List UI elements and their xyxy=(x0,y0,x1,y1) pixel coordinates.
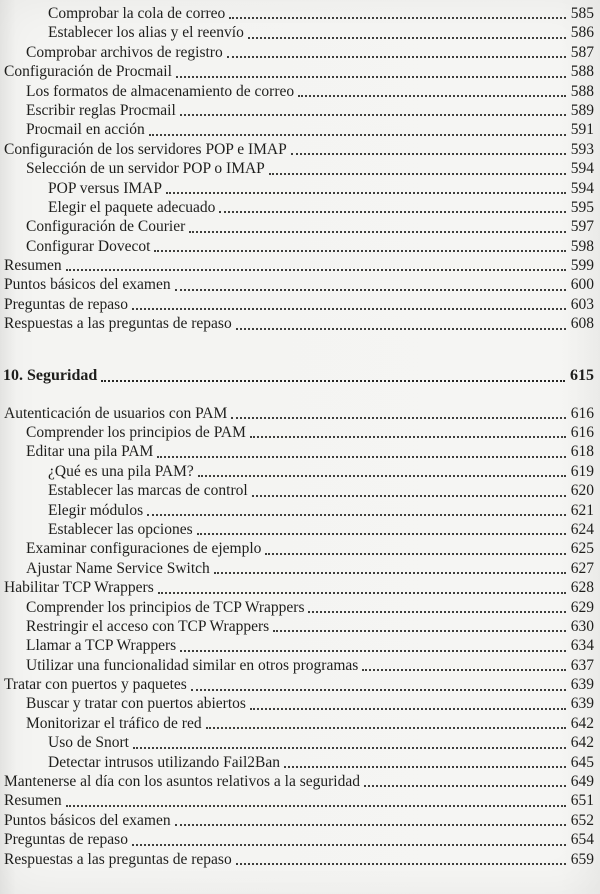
dotted-leader xyxy=(198,474,566,477)
toc-entry-title: POP versus IMAP xyxy=(48,179,162,197)
dotted-leader xyxy=(101,379,565,382)
toc-entry-title: Respuestas a las preguntas de repaso xyxy=(4,315,232,333)
dotted-leader xyxy=(157,455,565,458)
toc-entry xyxy=(3,636,594,655)
dotted-leader xyxy=(66,268,566,271)
dotted-leader xyxy=(206,726,566,729)
dotted-leader xyxy=(214,571,566,574)
toc-entry-title: Utilizar una funcionalidad similar en otros programas xyxy=(26,656,359,674)
toc-entry-title: Procmail en acción xyxy=(26,121,145,139)
toc-entry-page-number: 624 xyxy=(570,520,594,538)
toc-entry xyxy=(3,733,594,752)
toc-entry xyxy=(3,791,594,810)
toc-entry-page-number: 649 xyxy=(570,773,594,791)
toc-entry-title: Preguntas de repaso xyxy=(4,831,128,849)
dotted-leader xyxy=(175,288,566,291)
toc-entry-page-number: 591 xyxy=(570,121,594,139)
dotted-leader xyxy=(284,765,566,768)
toc-entry-title: Resumen xyxy=(4,792,62,810)
toc-entry-title: Puntos básicos del examen xyxy=(4,811,171,829)
toc-entry-page-number: 629 xyxy=(570,598,594,616)
chapter-heading-page-number: 615 xyxy=(570,366,594,384)
toc-entry xyxy=(3,4,594,23)
toc-entry-title: Establecer las marcas de control xyxy=(48,482,248,500)
toc-entry-page-number: 585 xyxy=(570,4,594,22)
toc-entry xyxy=(3,656,594,675)
toc-entry-title: Uso de Snort xyxy=(48,734,129,752)
toc-entry-page-number: 642 xyxy=(570,734,594,752)
chapter-heading-title: 10. Seguridad xyxy=(3,366,98,384)
toc-list xyxy=(3,4,594,869)
toc-entry xyxy=(3,578,594,597)
toc-entry-title: Los formatos de almacenamiento de correo xyxy=(26,82,295,100)
dotted-leader xyxy=(269,172,566,175)
dotted-leader xyxy=(132,307,566,310)
toc-entry xyxy=(3,275,594,294)
toc-entry-page-number: 588 xyxy=(570,82,594,100)
dotted-leader xyxy=(291,152,566,155)
dotted-leader xyxy=(308,610,565,613)
toc-entry-title: Configuración de Procmail xyxy=(4,63,172,81)
toc-entry xyxy=(3,23,594,42)
toc-entry xyxy=(3,404,594,423)
dotted-leader xyxy=(154,249,565,252)
chapter-heading xyxy=(3,366,594,386)
toc-entry-title: Resumen xyxy=(4,257,62,275)
toc-entry xyxy=(3,256,594,275)
toc-entry xyxy=(3,140,594,159)
dotted-leader xyxy=(362,668,565,671)
dotted-leader xyxy=(236,327,566,330)
toc-entry xyxy=(3,43,594,62)
toc-entry xyxy=(3,217,594,236)
toc-entry-page-number: 589 xyxy=(570,101,594,119)
dotted-leader xyxy=(273,629,566,632)
toc-entry-page-number: 627 xyxy=(570,559,594,577)
toc-entry-page-number: 616 xyxy=(570,424,594,442)
toc-entry-page-number: 594 xyxy=(570,179,594,197)
toc-entry-title: Comprobar archivos de registro xyxy=(26,43,223,61)
toc-entry-page-number: 598 xyxy=(570,237,594,255)
toc-entry-title: Selección de un servidor POP o IMAP xyxy=(26,160,265,178)
toc-entry xyxy=(3,539,594,558)
dotted-leader xyxy=(197,532,566,535)
dotted-leader xyxy=(250,707,566,710)
toc-entry-page-number: 620 xyxy=(570,482,594,500)
toc-entry-page-number: 594 xyxy=(570,160,594,178)
toc-entry-page-number: 616 xyxy=(570,404,594,422)
toc-entry-title: Detectar intrusos utilizando Fail2Ban xyxy=(48,753,281,771)
dotted-leader xyxy=(364,784,566,787)
dotted-leader xyxy=(236,862,566,865)
dotted-leader xyxy=(166,191,566,194)
toc-entry xyxy=(3,237,594,256)
toc-entry xyxy=(3,617,594,636)
toc-entry xyxy=(3,442,594,461)
toc-entry xyxy=(3,198,594,217)
toc-entry xyxy=(3,423,594,442)
dotted-leader xyxy=(180,649,566,652)
toc-entry-page-number: 593 xyxy=(570,140,594,158)
toc-entry xyxy=(3,598,594,617)
toc-entry xyxy=(3,772,594,791)
toc-entry-title: Comprender los principios de PAM xyxy=(26,424,246,442)
toc-entry-title: Configuración de los servidores POP e IMAP xyxy=(4,140,287,158)
dotted-leader xyxy=(149,133,566,136)
dotted-leader xyxy=(158,591,566,594)
toc-entry-page-number: 654 xyxy=(570,831,594,849)
dotted-leader xyxy=(229,16,565,19)
toc-entry xyxy=(3,462,594,481)
toc-entry-page-number: 618 xyxy=(570,443,594,461)
toc-entry-title: Restringir el acceso con TCP Wrappers xyxy=(26,617,270,635)
toc-entry-title: Editar una pila PAM xyxy=(26,443,154,461)
toc-entry-page-number: 639 xyxy=(570,695,594,713)
toc-entry xyxy=(3,101,594,120)
toc-entry xyxy=(3,501,594,520)
toc-entry-title: Configurar Dovecot xyxy=(26,237,151,255)
dotted-leader xyxy=(231,416,565,419)
toc-entry xyxy=(3,714,594,733)
toc-entry-title: Llamar a TCP Wrappers xyxy=(26,637,177,655)
toc-entry-page-number: 645 xyxy=(570,753,594,771)
dotted-leader xyxy=(132,843,566,846)
toc-entry xyxy=(3,295,594,314)
toc-entry-title: Ajustar Name Service Switch xyxy=(26,559,210,577)
toc-entry-page-number: 621 xyxy=(570,501,594,519)
dotted-leader xyxy=(298,94,566,97)
toc-entry-title: Respuestas a las preguntas de repaso xyxy=(4,850,232,868)
dotted-leader xyxy=(66,804,566,807)
dotted-leader xyxy=(191,688,566,691)
dotted-leader xyxy=(175,823,566,826)
dotted-leader xyxy=(250,435,566,438)
toc-entry-page-number: 619 xyxy=(570,462,594,480)
toc-entry-title: Monitorizar el tráfico de red xyxy=(26,714,202,732)
toc-entry-page-number: 595 xyxy=(570,198,594,216)
toc-entry xyxy=(3,675,594,694)
dotted-leader xyxy=(147,513,566,516)
toc-entry-page-number: 651 xyxy=(570,792,594,810)
toc-entry-page-number: 630 xyxy=(570,617,594,635)
dotted-leader xyxy=(252,494,566,497)
toc-entry-page-number: 588 xyxy=(570,63,594,81)
toc-entry-page-number: 659 xyxy=(570,850,594,868)
toc-entry-title: Mantenerse al día con los asuntos relativos a la seguridad xyxy=(4,773,360,791)
dotted-leader xyxy=(265,552,565,555)
toc-entry xyxy=(3,481,594,500)
toc-entry-page-number: 603 xyxy=(570,295,594,313)
toc-entry xyxy=(3,159,594,178)
toc-entry-page-number: 587 xyxy=(570,43,594,61)
dotted-leader xyxy=(176,75,566,78)
toc-entry-title: ¿Qué es una pila PAM? xyxy=(48,462,194,480)
toc-entry-page-number: 600 xyxy=(570,276,594,294)
toc-entry-page-number: 639 xyxy=(570,676,594,694)
dotted-leader xyxy=(180,113,566,116)
toc-entry-title: Autenticación de usuarios con PAM xyxy=(4,404,228,422)
dotted-leader xyxy=(248,36,566,39)
toc-entry xyxy=(3,520,594,539)
toc-entry-title: Escribir reglas Procmail xyxy=(26,101,176,119)
toc-entry-page-number: 597 xyxy=(570,218,594,236)
toc-entry-page-number: 642 xyxy=(570,714,594,732)
dotted-leader xyxy=(189,230,565,233)
toc-entry-page-number: 652 xyxy=(570,811,594,829)
toc-entry-title: Comprender los principios de TCP Wrappers xyxy=(26,598,305,616)
toc-entry xyxy=(3,753,594,772)
toc-entry-title: Puntos básicos del examen xyxy=(4,276,171,294)
toc-entry-page-number: 637 xyxy=(570,656,594,674)
toc-entry-title: Examinar configuraciones de ejemplo xyxy=(26,540,262,558)
toc-entry xyxy=(3,314,594,333)
toc-entry xyxy=(3,695,594,714)
toc-entry-title: Elegir el paquete adecuado xyxy=(48,198,216,216)
toc-entry xyxy=(3,120,594,139)
toc-entry-title: Buscar y tratar con puertos abiertos xyxy=(26,695,246,713)
toc-entry-page-number: 608 xyxy=(570,315,594,333)
dotted-leader xyxy=(219,210,565,213)
toc-entry xyxy=(3,62,594,81)
toc-entry-title: Establecer las opciones xyxy=(48,520,193,538)
toc-entry xyxy=(3,179,594,198)
dotted-leader xyxy=(227,55,566,58)
toc-entry-page-number: 628 xyxy=(570,579,594,597)
toc-entry-title: Elegir módulos xyxy=(48,501,144,519)
toc-entry-page-number: 625 xyxy=(570,540,594,558)
toc-entry-page-number: 586 xyxy=(570,24,594,42)
toc-entry-title: Tratar con puertos y paquetes xyxy=(4,676,187,694)
toc-entry xyxy=(3,830,594,849)
toc-entry-title: Establecer los alias y el reenvío xyxy=(48,24,244,42)
toc-entry-title: Habilitar TCP Wrappers xyxy=(4,579,154,597)
toc-entry-page-number: 599 xyxy=(570,257,594,275)
toc-entry xyxy=(3,82,594,101)
toc-entry xyxy=(3,811,594,830)
toc-entry xyxy=(3,850,594,869)
toc-entry-page-number: 634 xyxy=(570,637,594,655)
dotted-leader xyxy=(133,746,566,749)
toc-entry-title: Preguntas de repaso xyxy=(4,295,128,313)
toc-entry-title: Configuración de Courier xyxy=(26,218,186,236)
toc-entry-title: Comprobar la cola de correo xyxy=(48,4,226,22)
toc-entry xyxy=(3,559,594,578)
